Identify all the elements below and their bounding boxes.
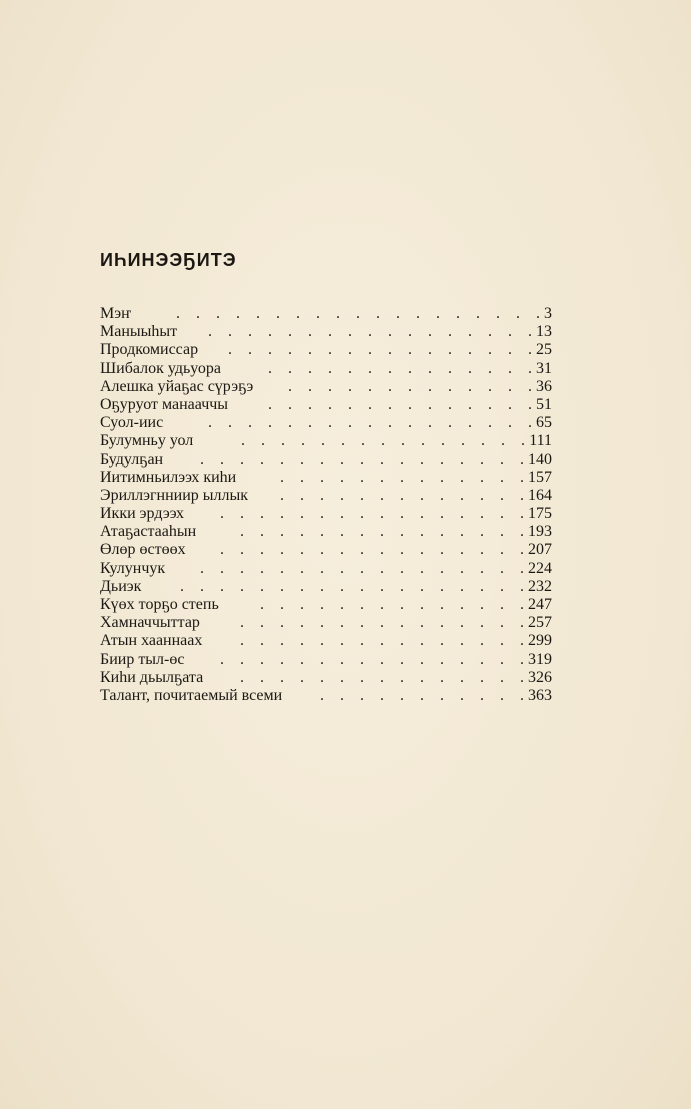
- leader-dots: . . . . . . . . . . . . . . .: [241, 432, 525, 450]
- toc-entry: [100, 451, 552, 469]
- toc-entry: [100, 360, 552, 378]
- toc-title: Алешка уйаҕас сүрэҕэ: [100, 377, 254, 395]
- toc-title: Иитимньилээх киhи: [100, 468, 237, 486]
- toc-page: 363: [528, 686, 552, 704]
- toc-entry: [100, 614, 552, 632]
- leader-dots: . . . . . . . . . . . . . . .: [240, 632, 524, 650]
- toc-page: 207: [528, 541, 552, 559]
- toc-title: Маныыhыт: [100, 323, 178, 341]
- toc-entry: [100, 523, 552, 541]
- leader-dots: . . . . . . . . . . . . . . . .: [220, 541, 524, 559]
- toc-page: 36: [536, 377, 552, 395]
- toc-page: 257: [528, 614, 552, 632]
- toc-page: 319: [528, 650, 552, 668]
- toc-title: Киhи дьылҕата: [100, 668, 204, 686]
- leader-dots: . . . . . . . . . . . . . .: [260, 596, 524, 613]
- leader-dots: . . . . . . . . . . . . . . . . .: [208, 323, 532, 341]
- leader-dots: . . . . . . . . . . . . . . . . . .: [180, 577, 524, 595]
- toc-title: Кулунчук: [100, 559, 166, 577]
- toc-page: 13: [536, 323, 552, 341]
- toc-title: Булумньу уол: [100, 432, 194, 450]
- toc-title: Будулҕан: [100, 450, 164, 468]
- leader-dots: . . . . . . . . . . . . .: [280, 486, 524, 504]
- leader-dots: . . . . . . . . . . . . . . . . .: [200, 559, 524, 577]
- contents-heading: ИҺИНЭЭҔИТЭ: [100, 250, 237, 270]
- toc-title: Эриллэгнниир ыллык: [100, 486, 249, 504]
- toc-entry: [100, 560, 552, 578]
- leader-dots: . . . . . . . . . . . . . . .: [240, 614, 524, 632]
- toc-page: 299: [528, 632, 552, 650]
- toc-title: Өлөр өстөөх: [100, 541, 186, 559]
- toc-title: Бииp тыл-өс: [100, 650, 185, 668]
- toc-page: 140: [528, 450, 552, 468]
- toc-entry: [100, 323, 552, 341]
- toc-title: Хамначчыттар: [100, 614, 200, 632]
- toc-entry: [100, 432, 552, 450]
- leader-dots: . . . . . . . . . . . . . . . . .: [208, 414, 532, 432]
- toc-title: Атаҕастааhын: [100, 523, 197, 541]
- toc-entry: [100, 487, 552, 505]
- toc-entry: [100, 596, 552, 614]
- leader-dots: . . . . . . . . . . . . . .: [268, 395, 532, 413]
- toc-title: Шибалок удьуора: [100, 359, 221, 377]
- toc-page: 3: [544, 305, 552, 322]
- toc-entry: [100, 378, 552, 396]
- toc-title: Суол-иис: [100, 414, 164, 432]
- toc-entry: [100, 505, 552, 523]
- toc-entry: [100, 305, 552, 323]
- toc-page: 326: [528, 668, 552, 686]
- toc-title: Продкомиссар: [100, 341, 199, 359]
- toc-entry: [100, 414, 552, 432]
- toc-page: 51: [536, 395, 552, 413]
- toc-page: 65: [536, 414, 552, 432]
- toc-page: 193: [528, 523, 552, 541]
- table-of-contents: [100, 305, 552, 705]
- toc-page: 111: [529, 432, 552, 450]
- toc-page: 224: [528, 559, 552, 577]
- toc-entry: [100, 469, 552, 487]
- leader-dots: . . . . . . . . . . .: [320, 686, 524, 704]
- toc-page: 164: [528, 486, 552, 504]
- toc-entry: [100, 687, 552, 705]
- leader-dots: . . . . . . . . . . . . . . . .: [228, 341, 532, 359]
- toc-page: 175: [528, 505, 552, 523]
- toc-entry: [100, 541, 552, 559]
- toc-page: 31: [536, 359, 552, 377]
- toc-page: 247: [528, 596, 552, 613]
- toc-page: 232: [528, 577, 552, 595]
- leader-dots: . . . . . . . . . . . . .: [288, 377, 532, 395]
- toc-title: Дьиэк: [100, 577, 142, 595]
- toc-entry: [100, 632, 552, 650]
- toc-entry: [100, 669, 552, 687]
- leader-dots: . . . . . . . . . . . . . . . . . . .: [176, 305, 540, 322]
- leader-dots: . . . . . . . . . . . . .: [280, 468, 524, 486]
- toc-page: 157: [528, 468, 552, 486]
- leader-dots: . . . . . . . . . . . . . . . . .: [200, 450, 524, 468]
- toc-title: Оҕуруот манааччы: [100, 395, 229, 413]
- toc-title: Атын хааннаах: [100, 632, 203, 650]
- leader-dots: . . . . . . . . . . . . . . .: [240, 668, 524, 686]
- toc-entry: [100, 341, 552, 359]
- leader-dots: . . . . . . . . . . . . . . . .: [220, 505, 524, 523]
- toc-title: Күөх торҕо степь: [100, 596, 219, 613]
- leader-dots: . . . . . . . . . . . . . .: [268, 359, 532, 377]
- toc-title: Талант, почитаемый всеми: [100, 686, 283, 704]
- leader-dots: . . . . . . . . . . . . . . .: [240, 523, 524, 541]
- leader-dots: . . . . . . . . . . . . . . . .: [220, 650, 524, 668]
- toc-page: 25: [536, 341, 552, 359]
- toc-entry: [100, 651, 552, 669]
- toc-title: Мэҥ: [100, 305, 132, 322]
- toc-entry: [100, 396, 552, 414]
- toc-title: Икки эрдээх: [100, 505, 184, 523]
- toc-entry: [100, 578, 552, 596]
